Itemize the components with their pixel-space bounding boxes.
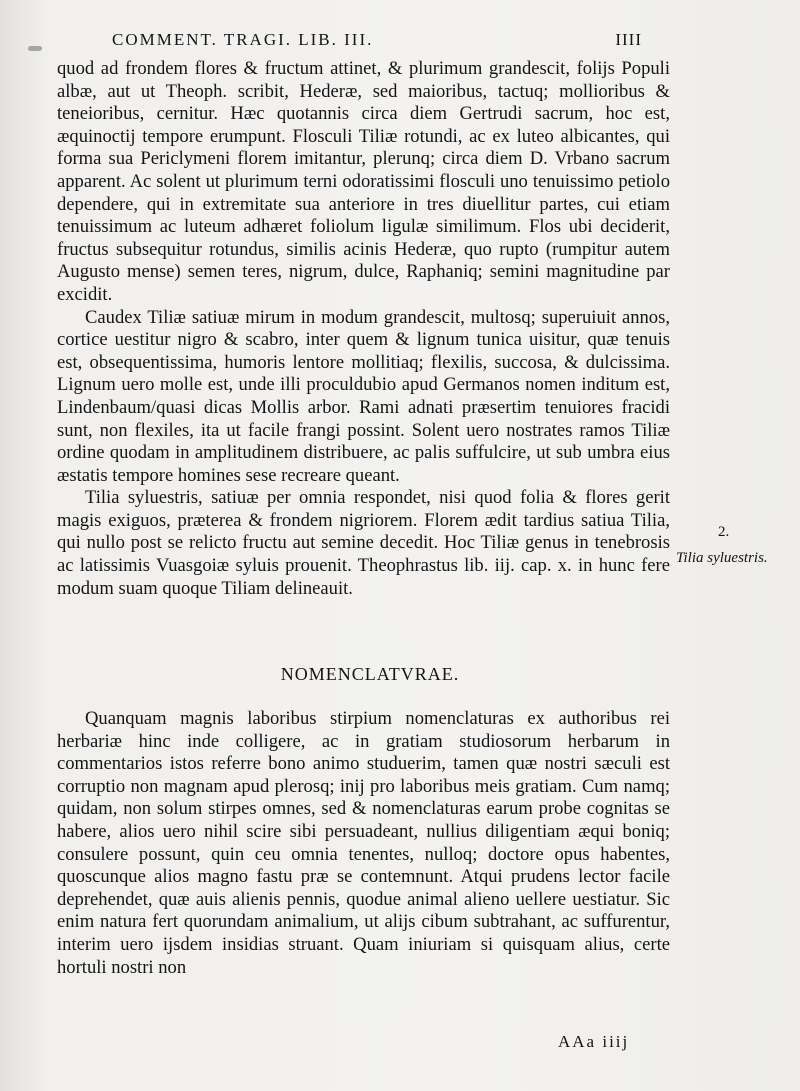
section-heading: NOMENCLATVRAE. [280,664,460,684]
main-text-top [57,58,670,600]
folio-number: IIII [615,30,642,49]
main-text-bottom [57,708,670,979]
paragraph-tilia-syluestris: Tilia syluestris, satiuæ per omnia respondet, nisi quod folia & flores gerit magis exiguos, præterea & frondem nigriorem. Florem ædit tardius satiua Tilia, qui nullo post se relicto fructu aut semine decedit. Hoc Tiliæ genus in tenebrosis ac latissimis Vuasgoiæ syluis prouenit. Theophrastus lib. iij. cap. x. in hunc fere modum suam quoque Tiliam delineauit. [57,487,670,599]
running-title: COMMENT. TRAGI. LIB. III. [112,30,374,49]
signature-mark: AAa iiij [558,1032,630,1051]
marginal-number: 2. [718,524,730,540]
paragraph-description: quod ad frondem flores & fructum attinet, & plurimum grandescit, folijs Populi albæ, aut ut Theoph. scribit, Hederæ, sed maioribus, tactuq; mollioribus & teneioribus, cernitur. Hæc quotannis circa diem Gertrudi sacrum, hoc est, æquinoctij tempore erumpunt. Flosculi Tiliæ rotundi, ac ex luteo albicantes, qui forma sua Periclymeni florem imitantur, plerunq; circa diem D. Vrbano sacrum apparent. Ac solent ut plurimum terni odoratissimi flosculi uno tenuissimo petiolo dependere, qui in extremitate sua anteriore in tres diuellitur partes, cui etiam tenuissimum ac luteum adhæret foliolum ligulæ similimum. Flos ubi deciderit, fructus subsequitur rotundus, similis acinis Hederæ, quo rupto (rumpitur autem Augusto mense) semen teres, nigrum, dulce, Raphaniq; semini magnitudine par excidit. [57,58,670,305]
paragraph-caudex: Caudex Tiliæ satiuæ mirum in modum grandescit, multosq; superuiuit annos, cortice uestitur nigro & scabro, inter quem & lignum tunica uisitur, quæ tenuis est, obsequentissima, humoris lentore mollitiaq; flexilis, succosa, & dulcissima. Lignum uero molle est, unde illi proculdubio apud Germanos nomen inditum est, Lindenbaum/quasi dicas Mollis arbor. Rami adnati præsertim tenuiores fracidi sunt, non flexiles, ita ut facile frangi possint. Solent uero nostrates ramos Tiliæ ordine quodam in amplitudinem distribuere, ac palis suffulcire, ut sub umbra eius æstatis tempore homines sese recreare queant. [57,306,670,486]
running-header [112,30,642,50]
marginal-label: Tilia syluestris. [676,550,768,566]
ink-blot [28,46,42,51]
paragraph-nomenclaturae: Quanquam magnis laboribus stirpium nomenclaturas ex authoribus rei herbariæ hinc inde colligere, ac in gratiam studiosorum herbarum in commentarios istos referre bono animo studuerim, tamen quæ nostri sæculi est corruptio non magnam apud plerosq; inij pro laboribus meis gratiam. Cum namq; quidam, non solum stirpes omnes, sed & nomenclaturas earum probe cognitas se habere, alios uero nihil scire sibi persuadeant, nullius diligentiam æqui boniq; consulere possunt, quin ceu omnia tenentes, nulloq; doctore opus habentes, quoscunque alios magno fastu præ se contemnunt. Atqui prudens lector facile deprehendet, quæ auis alienis pennis, quodue animal alieno uellere uestiatur. Sic enim natura fert quorundam animalium, ut alijs cibum subtrahant, ac suffurentur, interim uero ijsdem insidias struant. Quam iniuriam si quisquam alius, certe hortuli nostri non [57,708,670,978]
